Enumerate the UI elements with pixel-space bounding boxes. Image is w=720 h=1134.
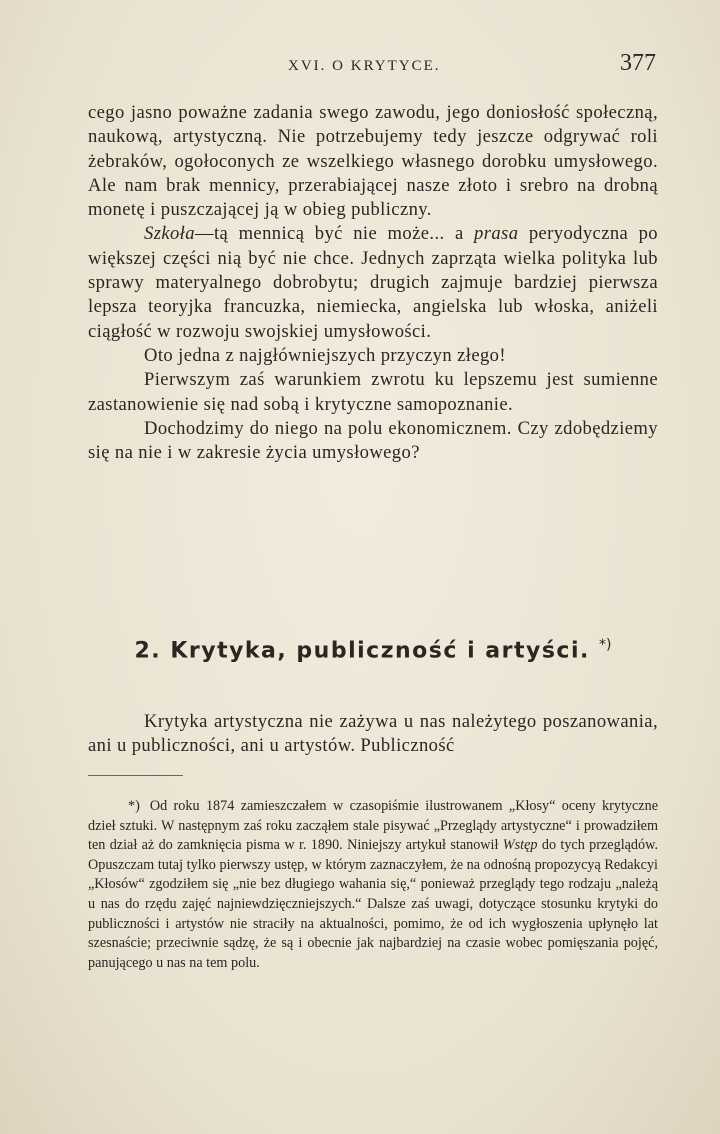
footnote-reference: *) xyxy=(599,637,612,653)
italic-term: Szkoła xyxy=(144,223,195,245)
running-head xyxy=(88,50,658,82)
page-number: 377 xyxy=(620,50,656,76)
paragraph-text: peryodyczna po większej części nią być nie chce. Jednych zaprząta wielka polityka lub sprawy materyalnego dobrobytu; drugich zajmuje bardziej pierwsza lepsza teoryjka francuzka, niemiecka, angielska lub włoska, aniżeli ciągłość w rozwoju swojskiej umysłowości. xyxy=(88,223,658,342)
paragraph: Oto jedna z najgłówniejszych przyczyn złego! xyxy=(144,344,506,366)
italic-term: prasa xyxy=(474,223,519,245)
footnote-divider xyxy=(88,775,183,776)
body-text xyxy=(88,101,658,465)
footnote-text-part: do tych przeglądów. Opuszczam tutaj tylko pierwszy ustęp, w którym zaznaczyłem, że na odnośną propozycyą Redakcyi „Kłosów“ zgodziłem się „nie bez długiego wahania się,“ ponieważ przeglądy tego rodzaju „należą u nas do rzędu zajęć najniewdzięczniejszych.“ Dalsze zaś uwagi, dotyczące stosunku krytyki do publiczności i artystów nie straciły na aktualności, pomimo, że od ich wygłoszenia upłynęło lat szesnaście; przeciwnie sądzę, że są i obecnie jak najbardziej na czasie wobec pomięszania pojęć, panującego u nas na tem polu. xyxy=(88,837,658,971)
paragraph xyxy=(88,222,658,343)
footnote-marker: *) xyxy=(128,798,140,814)
paragraph: Krytyka artystyczna nie zażywa u nas należytego poszanowania, ani u publiczności, ani u artystów. Publiczność xyxy=(88,711,658,757)
footnote-text xyxy=(88,797,658,973)
paragraph: Dochodzimy do niego na polu ekonomicznem. Czy zdobędziemy się na nie i w zakresie życia umysłowego? xyxy=(88,417,658,464)
paragraph-text: —tą mennicą być nie może... a xyxy=(194,223,475,245)
section-title: 2. Krytyka, publiczność i artyści. xyxy=(134,638,590,664)
footnote-italic: Wstęp xyxy=(502,837,538,854)
paragraph: cego jasno poważne zadania swego zawodu, jego doniosłość społeczną, naukową, artystyczną. Nie potrzebujemy tedy jeszcze odgrywać roli żebraków, ogołoconych ze wszelkiego własnego dorobku umysłowego. Ale nam brak mennicy, przerabiającej nasze złoto i srebro na drobną monetę i puszczającej ją w obieg publiczny. xyxy=(88,102,658,221)
footnote xyxy=(88,797,658,973)
section-text xyxy=(88,710,658,759)
footnote-text-part: Od roku 1874 zamieszczałem w czasopiśmie ilustrowanem „Kłosy“ oceny krytyczne dzieł sztuki. W następnym zaś roku zacząłem stale pisywać „Przeglądy artystyczne“ i prowadziłem ten dział aż do zamknięcia pisma w r. 1890. Niniejszy artykuł stanowił xyxy=(88,798,658,854)
paragraph: Pierwszym zaś warunkiem zwrotu ku lepszemu jest sumienne zastanowienie się nad sobą i krytyczne samopoznanie. xyxy=(88,369,658,415)
running-title: XVI. O KRYTYCE. xyxy=(288,58,441,74)
section-heading xyxy=(88,637,658,663)
